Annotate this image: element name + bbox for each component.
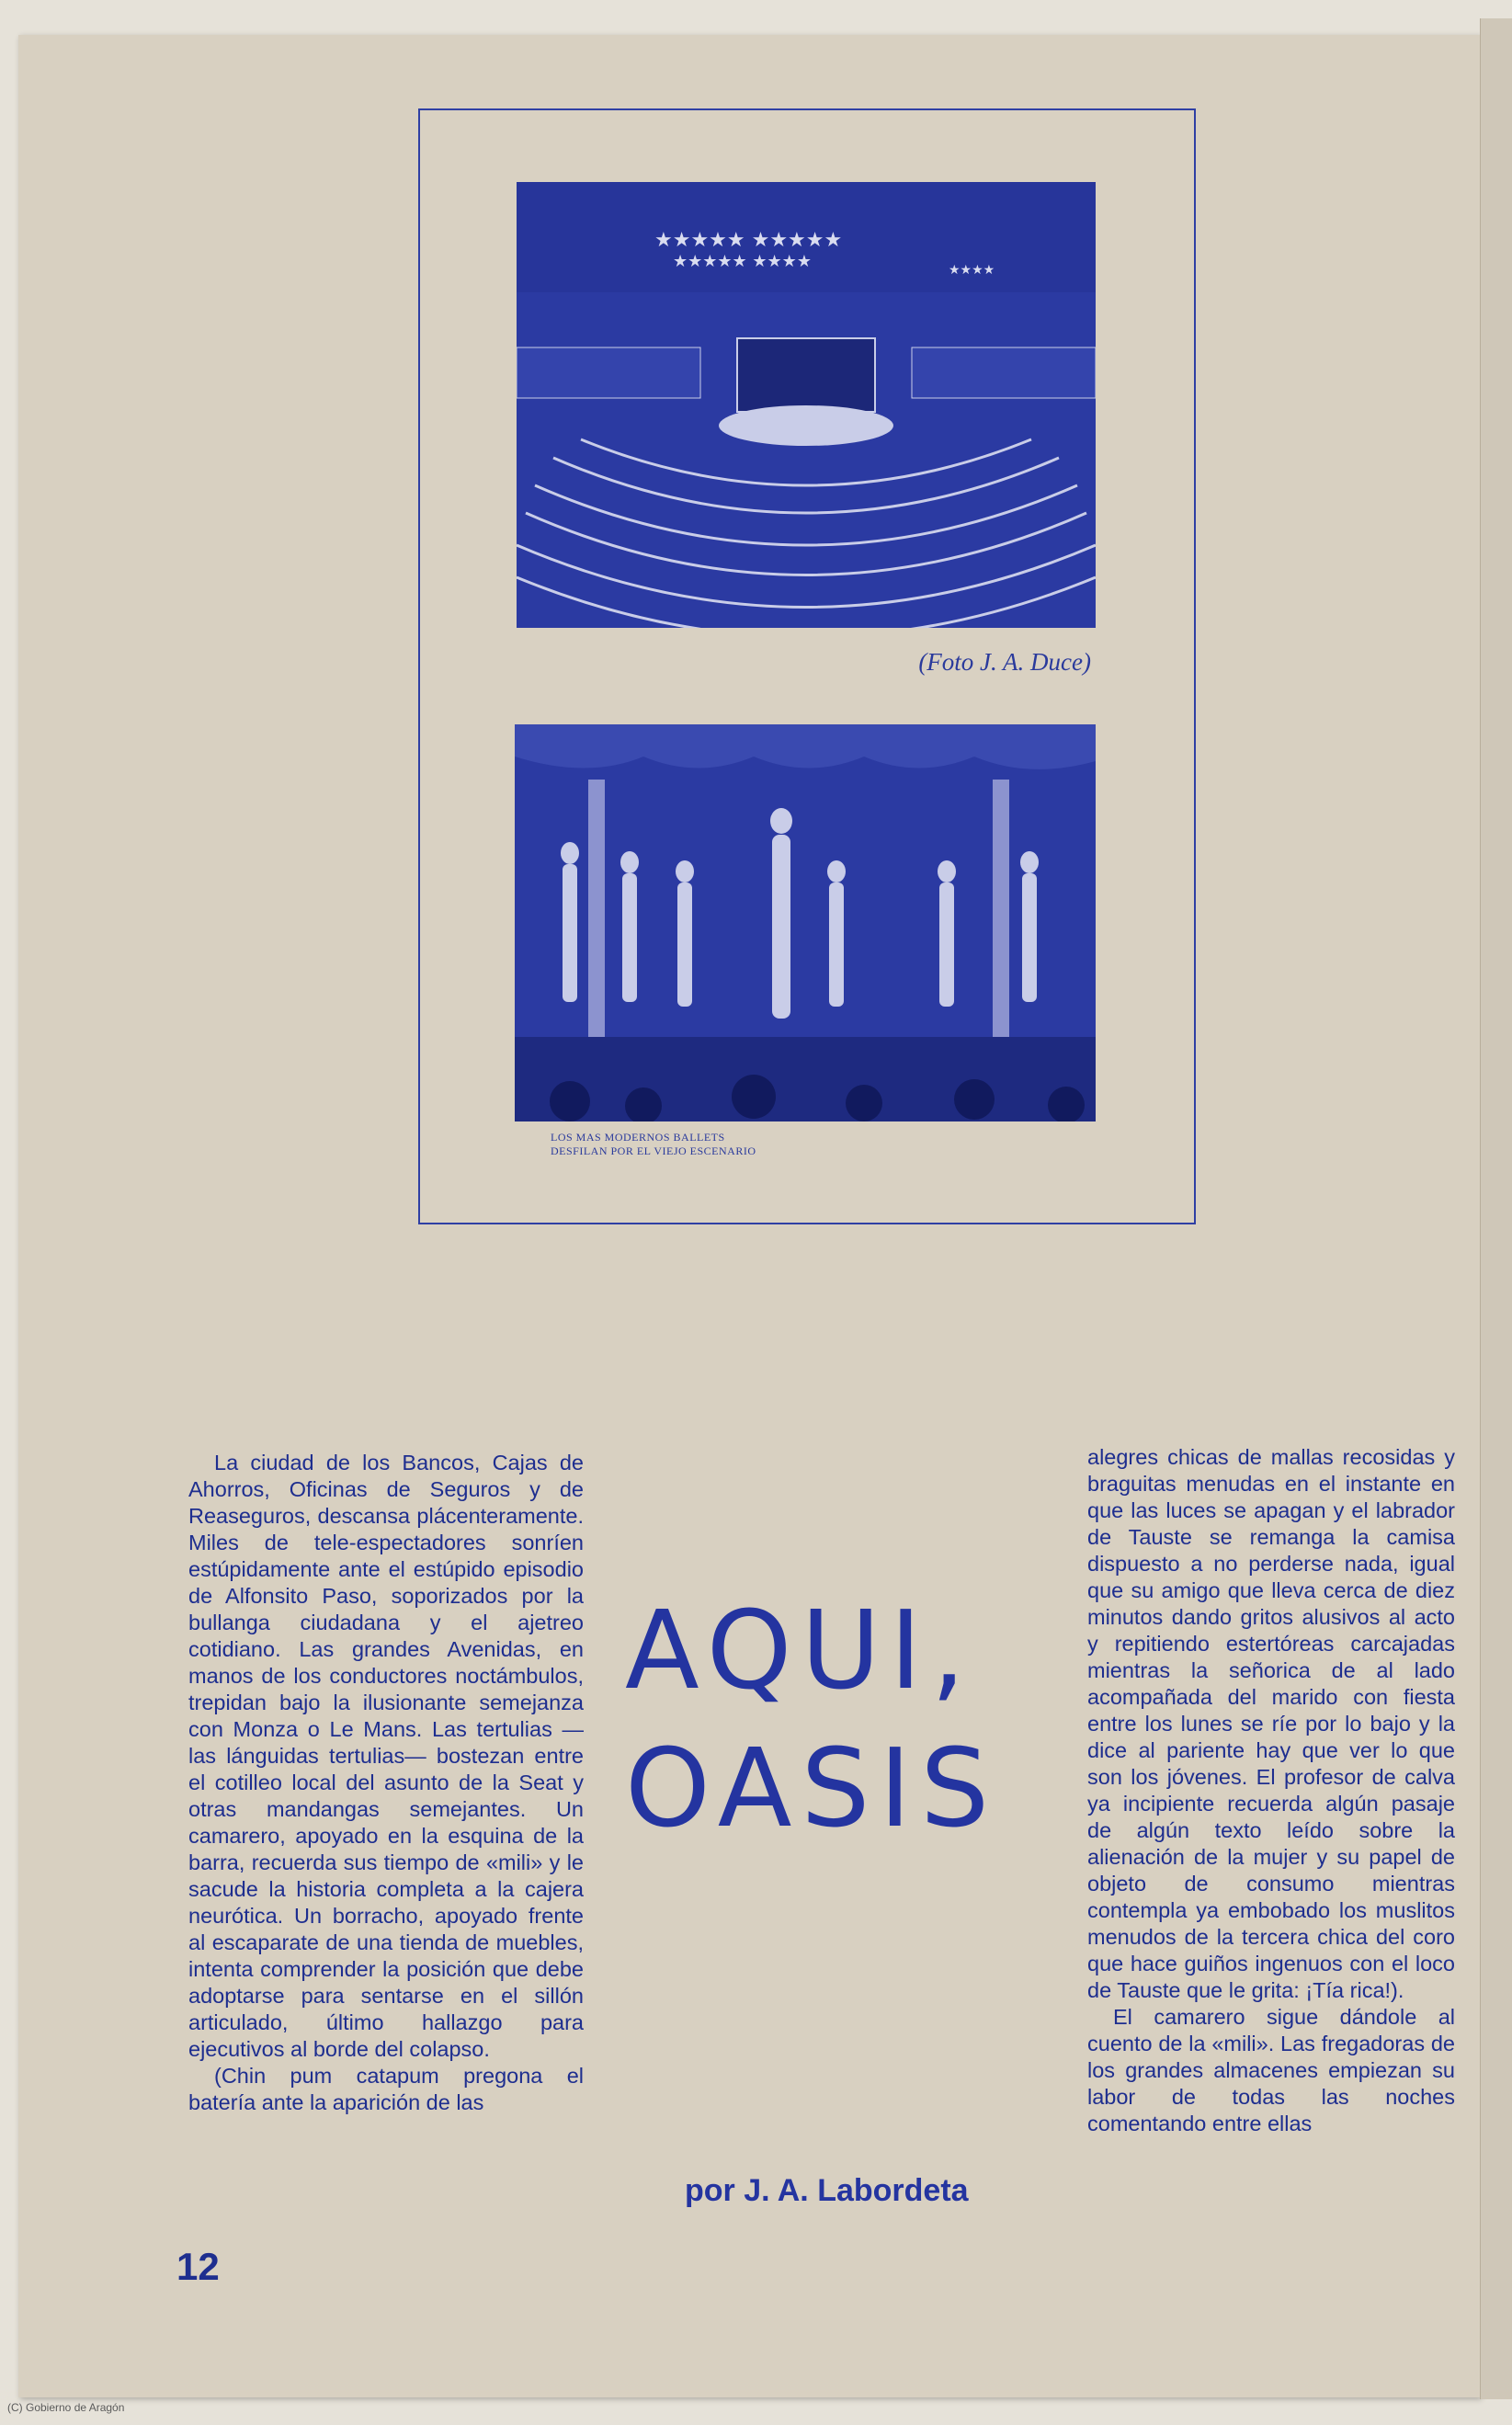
left-paragraph-1: La ciudad de los Bancos, Cajas de Ahorros, Oficinas de Seguros y de Reaseguros, descansa plácenteramente. Miles de tele-espectadores sonríen estúpidamente ante el estúpido episodio de Alfonsito Paso, soporizados por la bullanga ciudadana y el ajetreo cotidiano. Las grandes Avenidas, en manos de los conductores noctámbulos, trepidan bajo la ilusionante semejanza con Monza o Le Mans. Las tertulias —las lánguidas tertulias— bostezan entre el cotilleo local del asunto de la Seat y otras mandangas semejantes. Un camarero, apoyado en la esquina de la barra, recuerda sus tiempo de «mili» y le sacude la historia completa a la cajera neurótica. Un borracho, apoyado frente al escaparate de una tienda de muebles, intenta comprender la posición que debe adoptarse para sentarse en el sillón articulado, último hallazgo para ejecutivos al borde del colapso.	[188, 1451, 584, 2061]
caption-line-1: LOS MAS MODERNOS BALLETS	[551, 1131, 725, 1144]
article-right-column	[1087, 1444, 1455, 2137]
title-line-1: AQUI,	[625, 1587, 975, 1713]
right-paragraph-1: alegres chicas de mallas recosidas y braguitas menudas en el instante en que las luces se apagan y el labrador de Tauste se remanga la camisa dispuesto a no perderse nada, igual que su amigo que lleva cerca de diez minutos dando gritos alusivos al acto y repitiendo estertóreas carcajadas mientras la señorica de al lado acompañada del marido con fiesta entre los lunes se ríe por lo bajo y la dice al pariente hay que ver lo que son los jóvenes. El profesor de calva ya incipiente recuerda algún pasaje de algún texto leído sobre la alienación de la mujer y su papel de objeto de consumo mientras contempla ya embobado los muslitos menudos de la tercera chica del coro que hace guiños ingenuos con el loco de Tauste que le grita: ¡Tía rica!).	[1087, 1445, 1455, 2002]
right-paragraph-2: El camarero sigue dándole al cuento de la «mili». Las fregadoras de los grandes almacenes empiezan su labor de todas las noches comentando entre ellas	[1087, 2005, 1455, 2135]
photo-credit: (Foto J. A. Duce)	[918, 648, 1091, 676]
article-title	[625, 1581, 1048, 1857]
ballet-stage-photo	[515, 724, 1096, 1121]
svg-text:★★★★★ ★★★★★: ★★★★★ ★★★★★	[654, 229, 843, 252]
ballet-stage-image	[515, 724, 1096, 1121]
author-byline: por J. A. Labordeta	[685, 2173, 969, 2208]
copyright-footer: (C) Gobierno de Aragón	[7, 2401, 125, 2414]
article-left-column	[188, 1450, 584, 2116]
photo-frame	[418, 108, 1196, 1224]
theater-auditorium-image	[517, 182, 1096, 628]
svg-text:★★★★★ ★★★★: ★★★★★ ★★★★	[673, 252, 812, 271]
theater-auditorium-photo	[517, 182, 1096, 628]
left-paragraph-2: (Chin pum catapum pregona el batería ante la aparición de las	[188, 2064, 584, 2114]
svg-text:★★★★: ★★★★	[949, 263, 995, 278]
ballet-photo-caption	[551, 1131, 937, 1158]
page-number: 12	[176, 2245, 220, 2288]
title-line-2: OASIS	[625, 1725, 999, 1851]
next-page-edge	[1480, 18, 1512, 2399]
caption-line-2: DESFILAN POR EL VIEJO ESCENARIO	[551, 1144, 756, 1157]
